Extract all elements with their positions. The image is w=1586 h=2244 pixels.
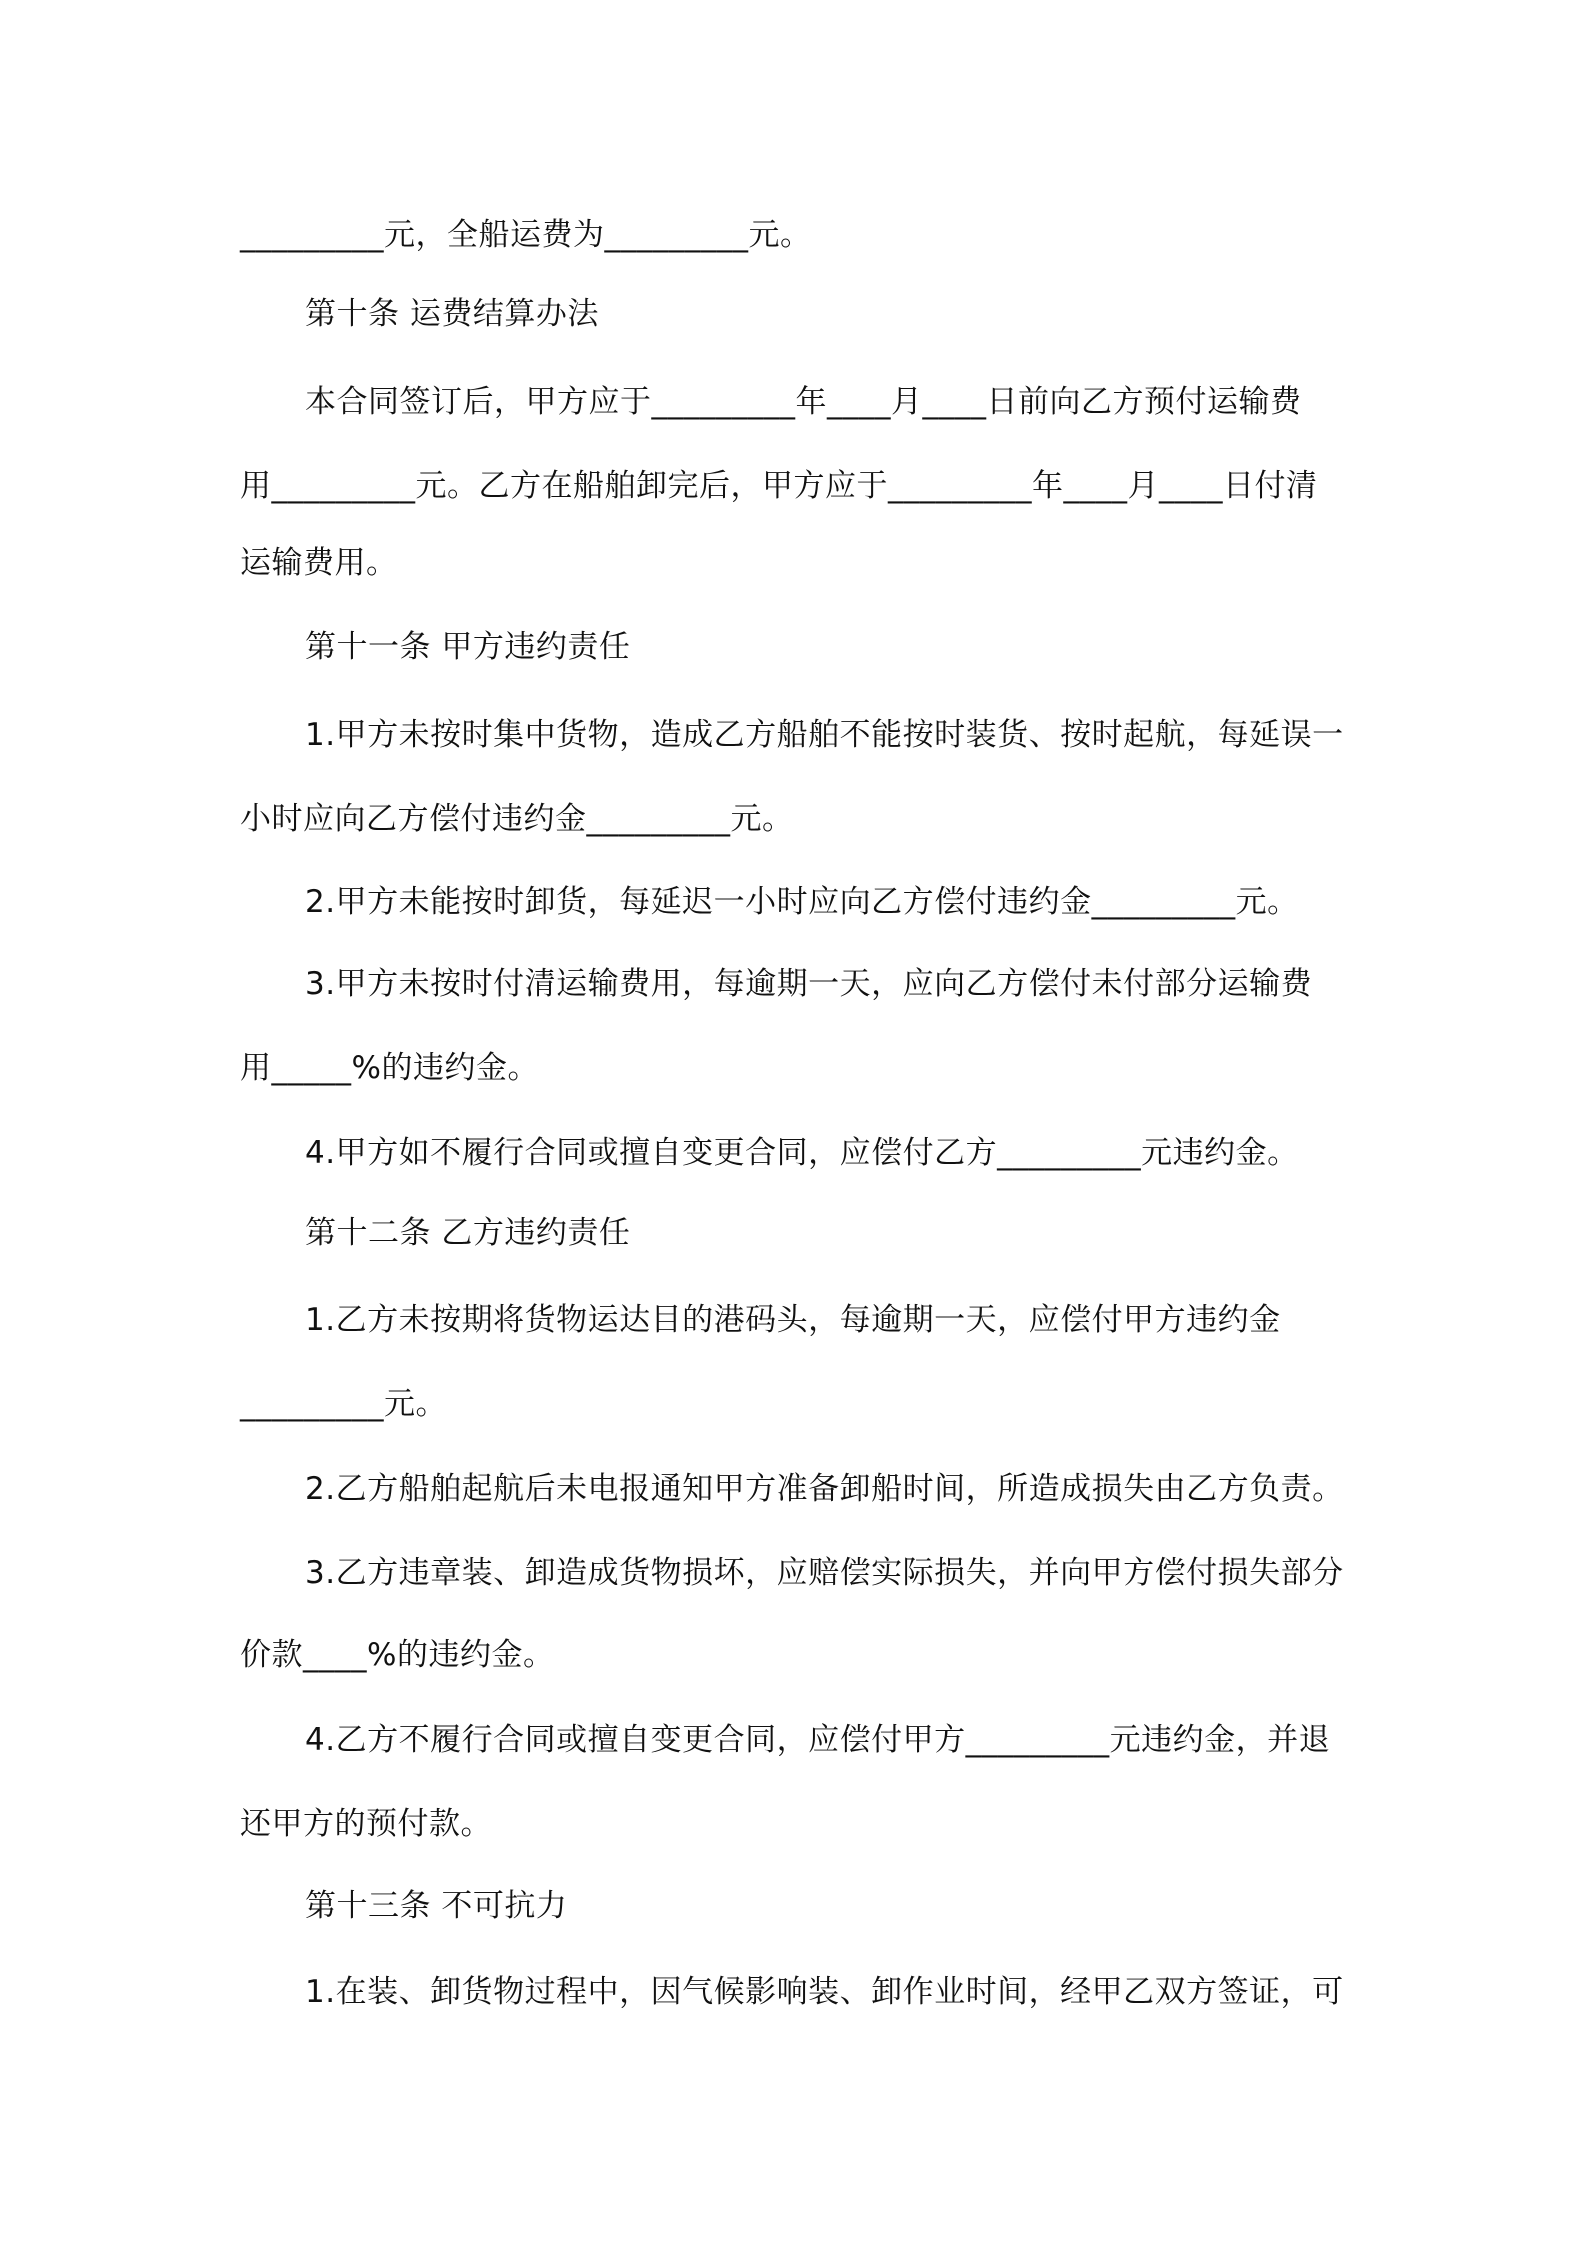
heading-article-10: 第十条 运费结算办法 [305, 296, 599, 332]
text-line-party-b-clause-4-end: 还甲方的预付款。 [240, 1806, 492, 1842]
text-line-party-a-clause-1: 1.甲方未按时集中货物，造成乙方船舶不能按时装货、按时起航，每延误一 [305, 717, 1344, 753]
text-line-party-b-clause-4: 4.乙方不履行合同或擅自变更合同，应偿付甲方_________元违约金，并退 [305, 1722, 1331, 1758]
text-line-party-b-clause-1: 1.乙方未按期将货物运达目的港码头，每逾期一天，应偿付甲方违约金 [305, 1302, 1281, 1338]
text-line-settlement: 用_________元。乙方在船舶卸完后，甲方应于_________年____月____日付清 [240, 468, 1318, 504]
heading-article-12: 第十二条 乙方违约责任 [305, 1215, 631, 1251]
text-line-party-a-clause-3-end: 用_____%的违约金。 [240, 1050, 539, 1086]
heading-article-13: 第十三条 不可抗力 [305, 1888, 568, 1924]
text-line-freight-total: _________元，全船运费为_________元。 [240, 217, 812, 253]
text-line-settlement-end: 运输费用。 [240, 545, 398, 581]
text-line-party-a-clause-1-end: 小时应向乙方偿付违约金_________元。 [240, 801, 794, 837]
text-line-party-b-clause-3: 3.乙方违章装、卸造成货物损坏，应赔偿实际损失，并向甲方偿付损失部分 [305, 1555, 1344, 1591]
text-line-party-a-clause-3: 3.甲方未按时付清运输费用，每逾期一天，应向乙方偿付未付部分运输费 [305, 966, 1313, 1002]
text-line-party-b-clause-3-end: 价款____%的违约金。 [240, 1637, 555, 1673]
text-line-party-b-clause-1-end: _________元。 [240, 1386, 447, 1422]
heading-article-11: 第十一条 甲方违约责任 [305, 629, 631, 665]
text-line-prepayment: 本合同签订后，甲方应于_________年____月____日前向乙方预付运输费 [305, 384, 1302, 420]
text-line-party-a-clause-4: 4.甲方如不履行合同或擅自变更合同，应偿付乙方_________元违约金。 [305, 1135, 1299, 1171]
text-line-party-b-clause-2: 2.乙方船舶起航后未电报通知甲方准备卸船时间，所造成损失由乙方负责。 [305, 1471, 1344, 1507]
text-line-force-majeure-clause-1: 1.在装、卸货物过程中，因气候影响装、卸作业时间，经甲乙双方签证，可 [305, 1974, 1344, 2010]
text-line-party-a-clause-2: 2.甲方未能按时卸货，每延迟一小时应向乙方偿付违约金_________元。 [305, 884, 1299, 920]
